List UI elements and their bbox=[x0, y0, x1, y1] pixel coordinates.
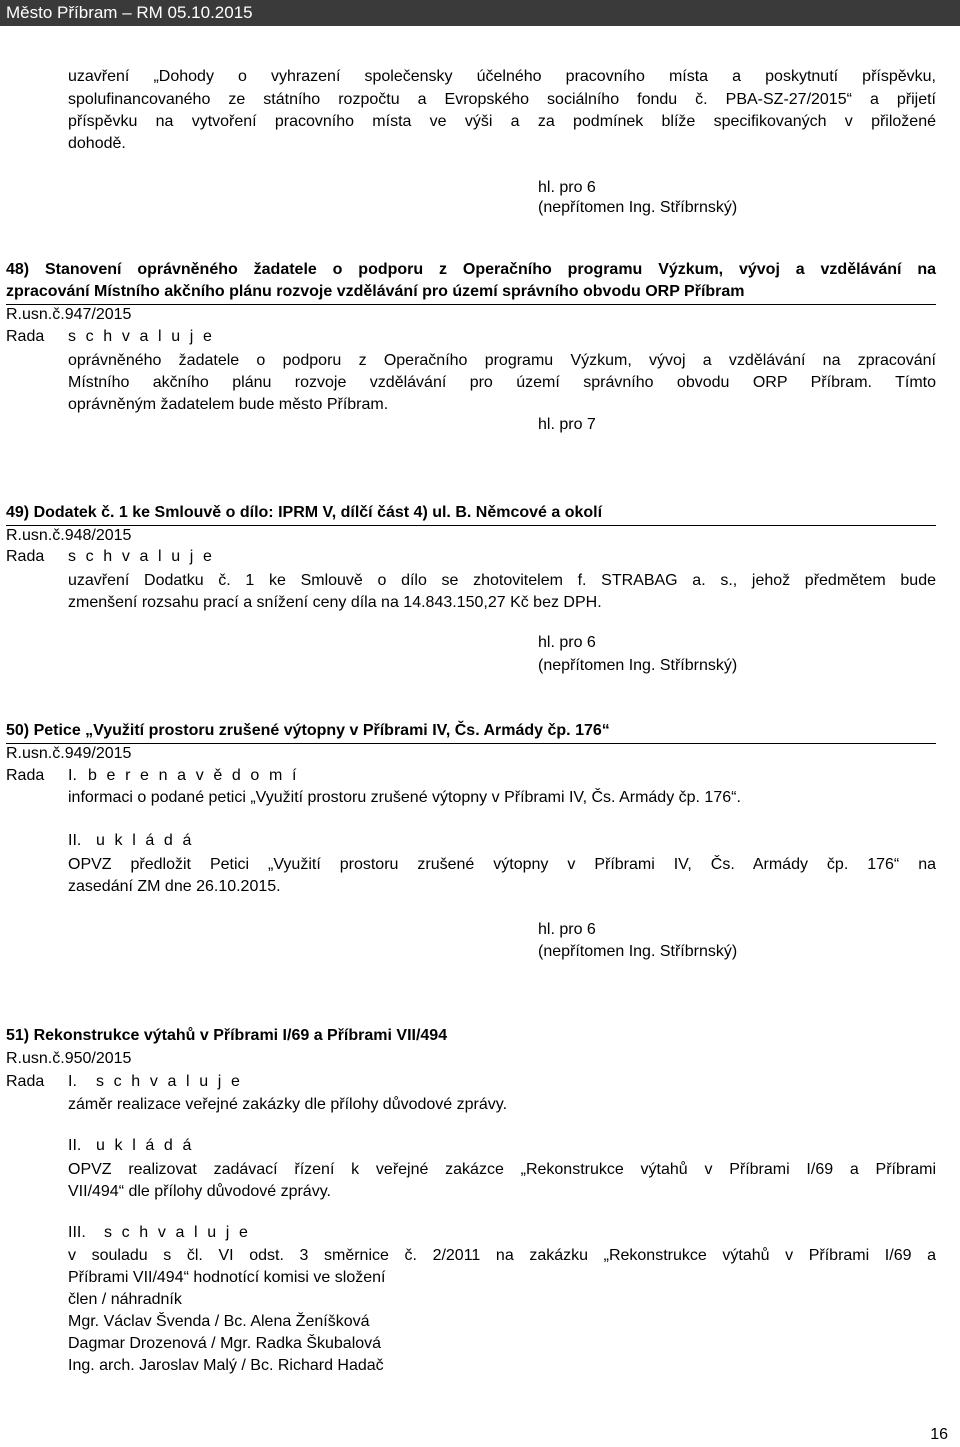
item51-part3-line-3: člen / náhradník bbox=[68, 1291, 182, 1308]
item48-body-line-1: oprávněného žadatele o podporu z Operačního programu Výzkum, vývoj a vzdělávání na zpracování bbox=[68, 352, 936, 369]
item51-part3-line-1: v souladu s čl. VI odst. 3 směrnice č. 2/2011 na zakázku „Rekonstrukce výtahů v Příbrami I/69 a bbox=[68, 1247, 936, 1264]
item48-vote: hl. pro 7 bbox=[538, 416, 596, 433]
item49-resolution: R.usn.č.948/2015 bbox=[6, 527, 132, 544]
item51-part2-line-2: VII/494“ dle přílohy důvodové zprávy. bbox=[68, 1183, 331, 1200]
item51-part2-line-1: OPVZ realizovat zadávací řízení k veřejné zakázce „Rekonstrukce výtahů v Příbrami I/69 a Příbrami bbox=[68, 1161, 936, 1178]
intro-vote: hl. pro 6 bbox=[538, 179, 596, 196]
intro-line-3: příspěvku na vytvoření pracovního místa ve výši a za podmínek blíže specifikovaných v přiložené bbox=[68, 113, 936, 130]
item51-board: Rada bbox=[6, 1073, 45, 1090]
item50-board: Rada bbox=[6, 767, 45, 784]
item50-absent: (nepřítomen Ing. Stříbrnský) bbox=[538, 943, 738, 960]
item51-part3-line-5: Dagmar Drozenová / Mgr. Radka Škubalová bbox=[68, 1335, 382, 1352]
item48-resolution: R.usn.č.947/2015 bbox=[6, 306, 132, 323]
item50-part2-action: u k l á d á bbox=[96, 832, 194, 849]
item49-body-line-2: zmenšení rozsahu prací a snížení ceny díla na 14.843.150,27 Kč bez DPH. bbox=[68, 594, 602, 611]
item48-body-line-3: oprávněným žadatelem bude město Příbram. bbox=[68, 396, 389, 413]
item51-resolution: R.usn.č.950/2015 bbox=[6, 1050, 132, 1067]
intro-line-2: spolufinancovaného ze státního rozpočtu a Evropského sociálního fondu č. PBA-SZ-27/2015“ a přijetí bbox=[68, 91, 936, 108]
item48-title-line-2: zpracování Místního akčního plánu rozvoje vzdělávání pro území správního obvodu ORP Příbram bbox=[6, 283, 745, 300]
item51-part2-label: II. bbox=[68, 1137, 82, 1154]
item51-part1-action: s c h v a l u j e bbox=[96, 1073, 243, 1090]
item48-action: s c h v a l u j e bbox=[68, 328, 215, 345]
item51-part1-body: záměr realizace veřejné zakázky dle přílohy důvodové zprávy. bbox=[68, 1096, 508, 1113]
item50-divider bbox=[6, 743, 936, 744]
intro-absent: (nepřítomen Ing. Stříbrnský) bbox=[538, 199, 738, 216]
item51-part3-action: s c h v a l u j e bbox=[104, 1224, 251, 1241]
item50-part1-label: I. bbox=[68, 767, 77, 784]
item51-title: 51) Rekonstrukce výtahů v Příbrami I/69 a Příbrami VII/494 bbox=[6, 1027, 448, 1044]
item49-action: s c h v a l u j e bbox=[68, 548, 215, 565]
header-title: Město Příbram – RM 05.10.2015 bbox=[6, 3, 253, 22]
item49-board: Rada bbox=[6, 548, 45, 565]
item50-resolution: R.usn.č.949/2015 bbox=[6, 745, 132, 762]
item49-vote: hl. pro 6 bbox=[538, 634, 596, 651]
item51-part3-line-4: Mgr. Václav Švenda / Bc. Alena Ženíšková bbox=[68, 1313, 370, 1330]
item51-part2-action: u k l á d á bbox=[96, 1137, 194, 1154]
item51-part3-line-6: Ing. arch. Jaroslav Malý / Bc. Richard Hadač bbox=[68, 1357, 384, 1374]
intro-line-1: uzavření „Dohody o vyhrazení společensky účelného pracovního místa a poskytnutí příspěvku, bbox=[68, 68, 936, 85]
page-number: 16 bbox=[930, 1426, 948, 1443]
item48-title-line-1: 48) Stanovení oprávněného žadatele o podporu z Operačního programu Výzkum, vývoj a vzdělávání na bbox=[6, 261, 936, 278]
item48-body-line-2: Místního akčního plánu rozvoje vzdělávání pro území správního obvodu ORP Příbram. Tímto bbox=[68, 374, 936, 391]
item50-part1-body: informaci o podané petici „Využití prostoru zrušené výtopny v Příbrami IV, Čs. Armády čp. 176“. bbox=[68, 789, 741, 806]
page-header bbox=[0, 0, 960, 26]
item50-part2-line-1: OPVZ předložit Petici „Využití prostoru zrušené výtopny v Příbrami IV, Čs. Armády čp. 176“ na bbox=[68, 856, 936, 873]
item51-part3-label: III. bbox=[68, 1224, 86, 1241]
intro-line-4: dohodě. bbox=[68, 135, 126, 152]
item48-divider bbox=[6, 304, 936, 305]
item49-title: 49) Dodatek č. 1 ke Smlouvě o dílo: IPRM V, dílčí část 4) ul. B. Němcové a okolí bbox=[6, 504, 603, 521]
item49-absent: (nepřítomen Ing. Stříbrnský) bbox=[538, 657, 738, 674]
item51-part1-label: I. bbox=[68, 1073, 77, 1090]
item50-part2-label: II. bbox=[68, 832, 82, 849]
item49-divider bbox=[6, 525, 936, 526]
item50-part2-line-2: zasedání ZM dne 26.10.2015. bbox=[68, 878, 281, 895]
item50-part1-action: b e r e n a v ě d o m í bbox=[88, 767, 299, 784]
item48-board: Rada bbox=[6, 328, 45, 345]
item50-vote: hl. pro 6 bbox=[538, 921, 596, 938]
item50-title: 50) Petice „Využití prostoru zrušené výtopny v Příbrami IV, Čs. Armády čp. 176“ bbox=[6, 722, 610, 739]
item51-part3-line-2: Příbrami VII/494“ hodnotící komisi ve složení bbox=[68, 1269, 386, 1286]
item49-body-line-1: uzavření Dodatku č. 1 ke Smlouvě o dílo se zhotovitelem f. STRABAG a. s., jehož předmětem bude bbox=[68, 572, 936, 589]
